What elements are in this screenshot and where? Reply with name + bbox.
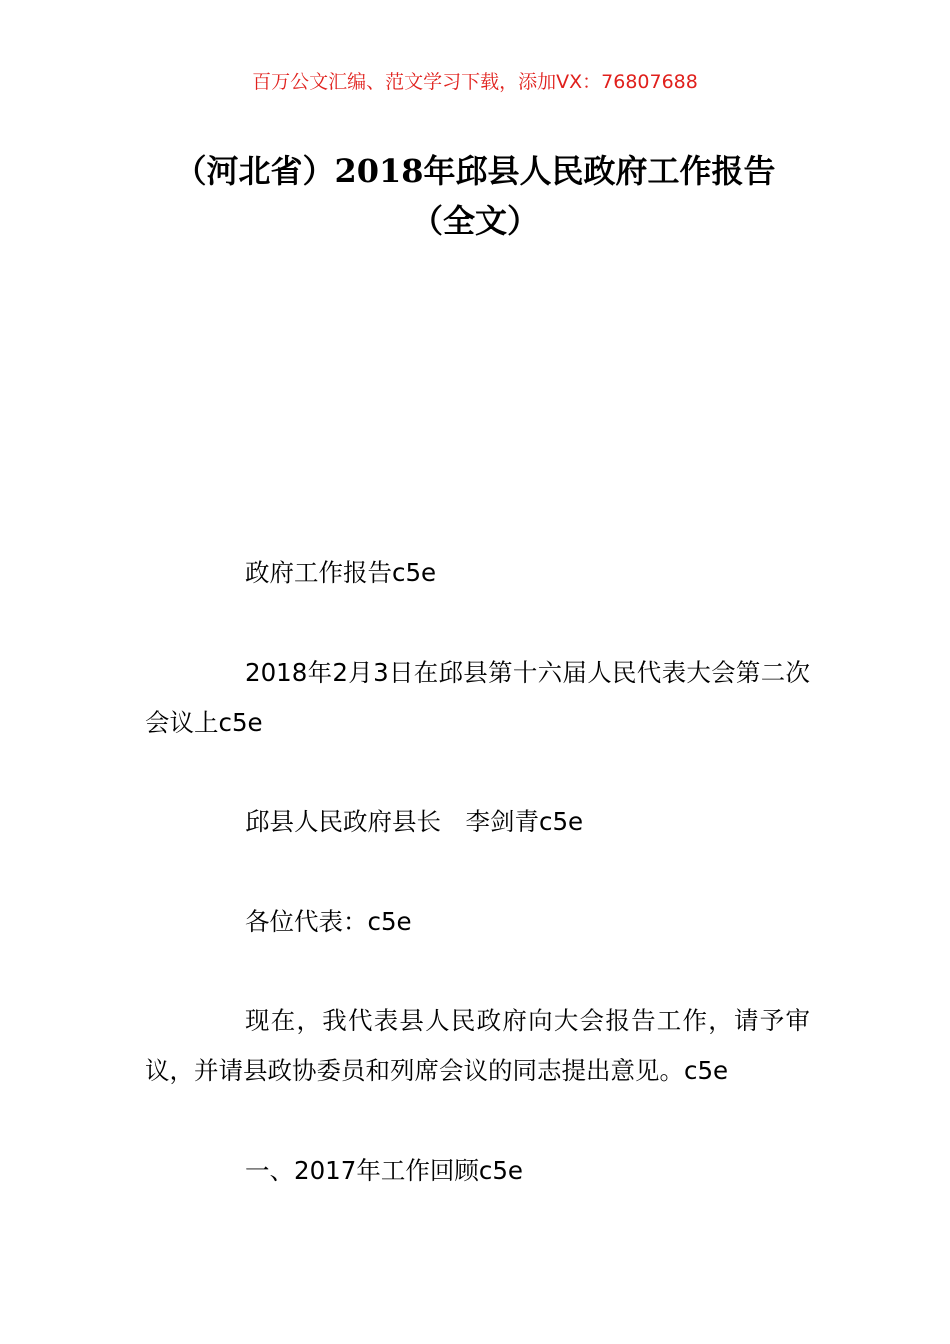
document-title-line-1: （河北省）2018年邱县人民政府工作报告 [174, 152, 776, 190]
document-title-line-2: （全文） [410, 202, 539, 240]
section-heading-2017-review: 一、2017年工作回顾c5e [245, 1156, 523, 1185]
header-promo-note: 百万公文汇编、范文学习下载，添加VX：76807688 [252, 71, 698, 93]
document-title [120, 146, 830, 246]
paragraph-salutation: 各位代表：c5e [245, 907, 412, 936]
paragraph-meeting-date: 2018年2月3日在邱县第十六届人民代表大会第二次会议上c5e [145, 658, 810, 737]
paragraph-speaker: 邱县人民政府县长 李剑青c5e [245, 807, 584, 836]
paragraph-report-label: 政府工作报告c5e [245, 558, 437, 587]
paragraph-opening: 现在，我代表县人民政府向大会报告工作，请予审议，并请县政协委员和列席会议的同志提出意见。c5e [145, 1006, 810, 1085]
